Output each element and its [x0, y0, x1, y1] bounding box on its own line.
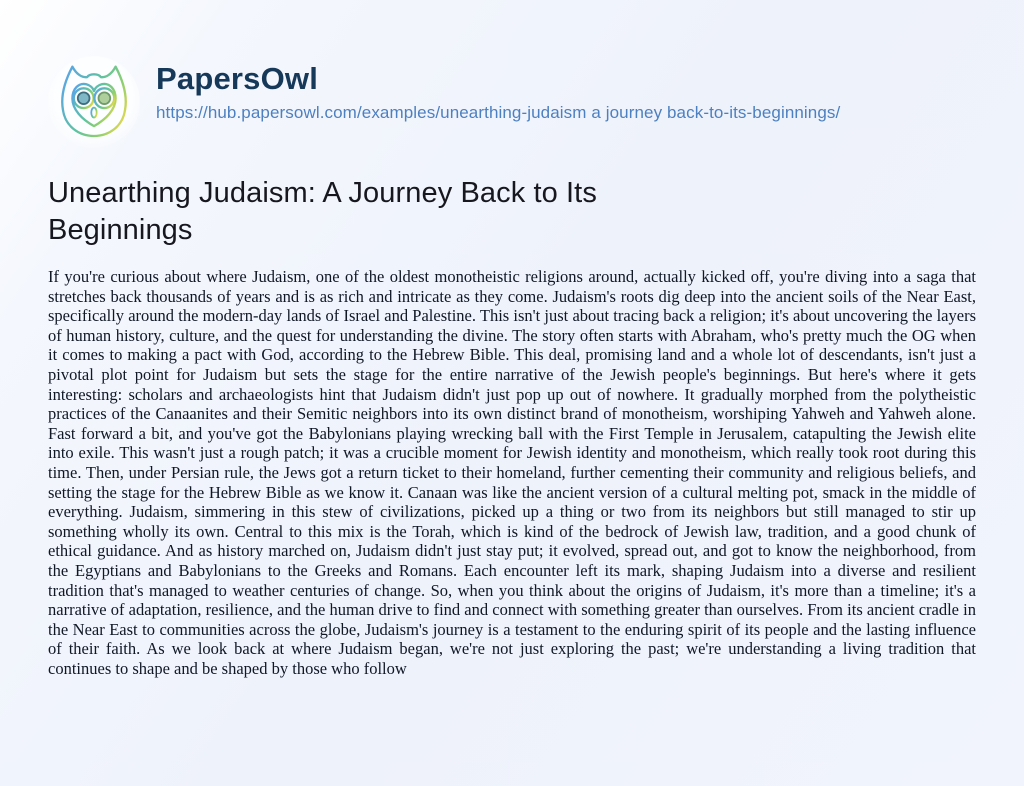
owl-logo-icon — [49, 55, 139, 150]
source-url-link[interactable]: https://hub.papersowl.com/examples/unearthing-judaism a journey back-to-its-beginnings/ — [156, 103, 841, 123]
site-header — [48, 56, 976, 148]
article-title: Unearthing Judaism: A Journey Back to Its Beginnings — [48, 177, 597, 246]
brand-name: PapersOwl — [156, 61, 319, 96]
article-body-text: If you're curious about where Judaism, one of the oldest monotheistic religions around, actually kicked off, you're diving into a saga that stretches back thousands of years and is as rich and intricate as they come. Judaism's roots dig deep into the ancient soils of the Near East, specifically around the modern-day lands of Israel and Palestine. This isn't just about tracing back a religion; it's about uncovering the layers of human history, culture, and the quest for understanding the divine. The story often starts with Abraham, who's pretty much the OG when it comes to making a pact with God, according to the Hebrew Bible. This deal, promising land and a whole lot of descendants, isn't just a pivotal plot point for Judaism but sets the stage for the entire narrative of the Jewish people's beginnings. But here's where it gets interesting: scholars and archaeologists hint that Judaism didn't just pop up out of nowhere. It gradually morphed from the polytheistic practices of the Canaanites and their Semitic neighbors into its own distinct brand of monotheism, worshiping Yahweh and Yahweh alone. Fast forward a bit, and you've got the Babylonians playing wrecking ball with the First Temple in Jerusalem, catapulting the Jewish elite into exile. This wasn't just a rough patch; it was a crucible moment for Jewish identity and monotheism, which really took root during this time. Then, under Persian rule, the Jews got a return ticket to their homeland, further cementing their community and religious beliefs, and setting the stage for the Hebrew Bible as we know it. Canaan was like the ancient version of a cultural melting pot, smack in the middle of everything. Judaism, simmering in this stew of civilizations, picked up a thing or two from its neighbors but still managed to stir up something wholly its own. Central to this mix is the Torah, which is kind of the bedrock of Jewish law, tradition, and a good chunk of ethical guidance. And as history marched on, Judaism didn't just stay put; it evolved, spread out, and got to know the neighborhood, from the Egyptians and Babylonians to the Greeks and Romans. Each encounter left its mark, shaping Judaism into a diverse and resilient tradition that's managed to weather centuries of change. So, when you think about the origins of Judaism, it's more than a timeline; it's a narrative of adaptation, resilience, and the human drive to find and connect with something greater than ourselves. From its ancient cradle in the Near East to communities across the globe, Judaism's journey is a testament to the enduring spirit of its people and the lasting influence of their faith. As we look back at where Judaism began, we're not just exploring the past; we're understanding a living tradition that continues to shape and be shaped by those who follow — [48, 267, 976, 678]
papersowl-logo-badge — [48, 56, 140, 148]
brand-block — [156, 56, 840, 123]
